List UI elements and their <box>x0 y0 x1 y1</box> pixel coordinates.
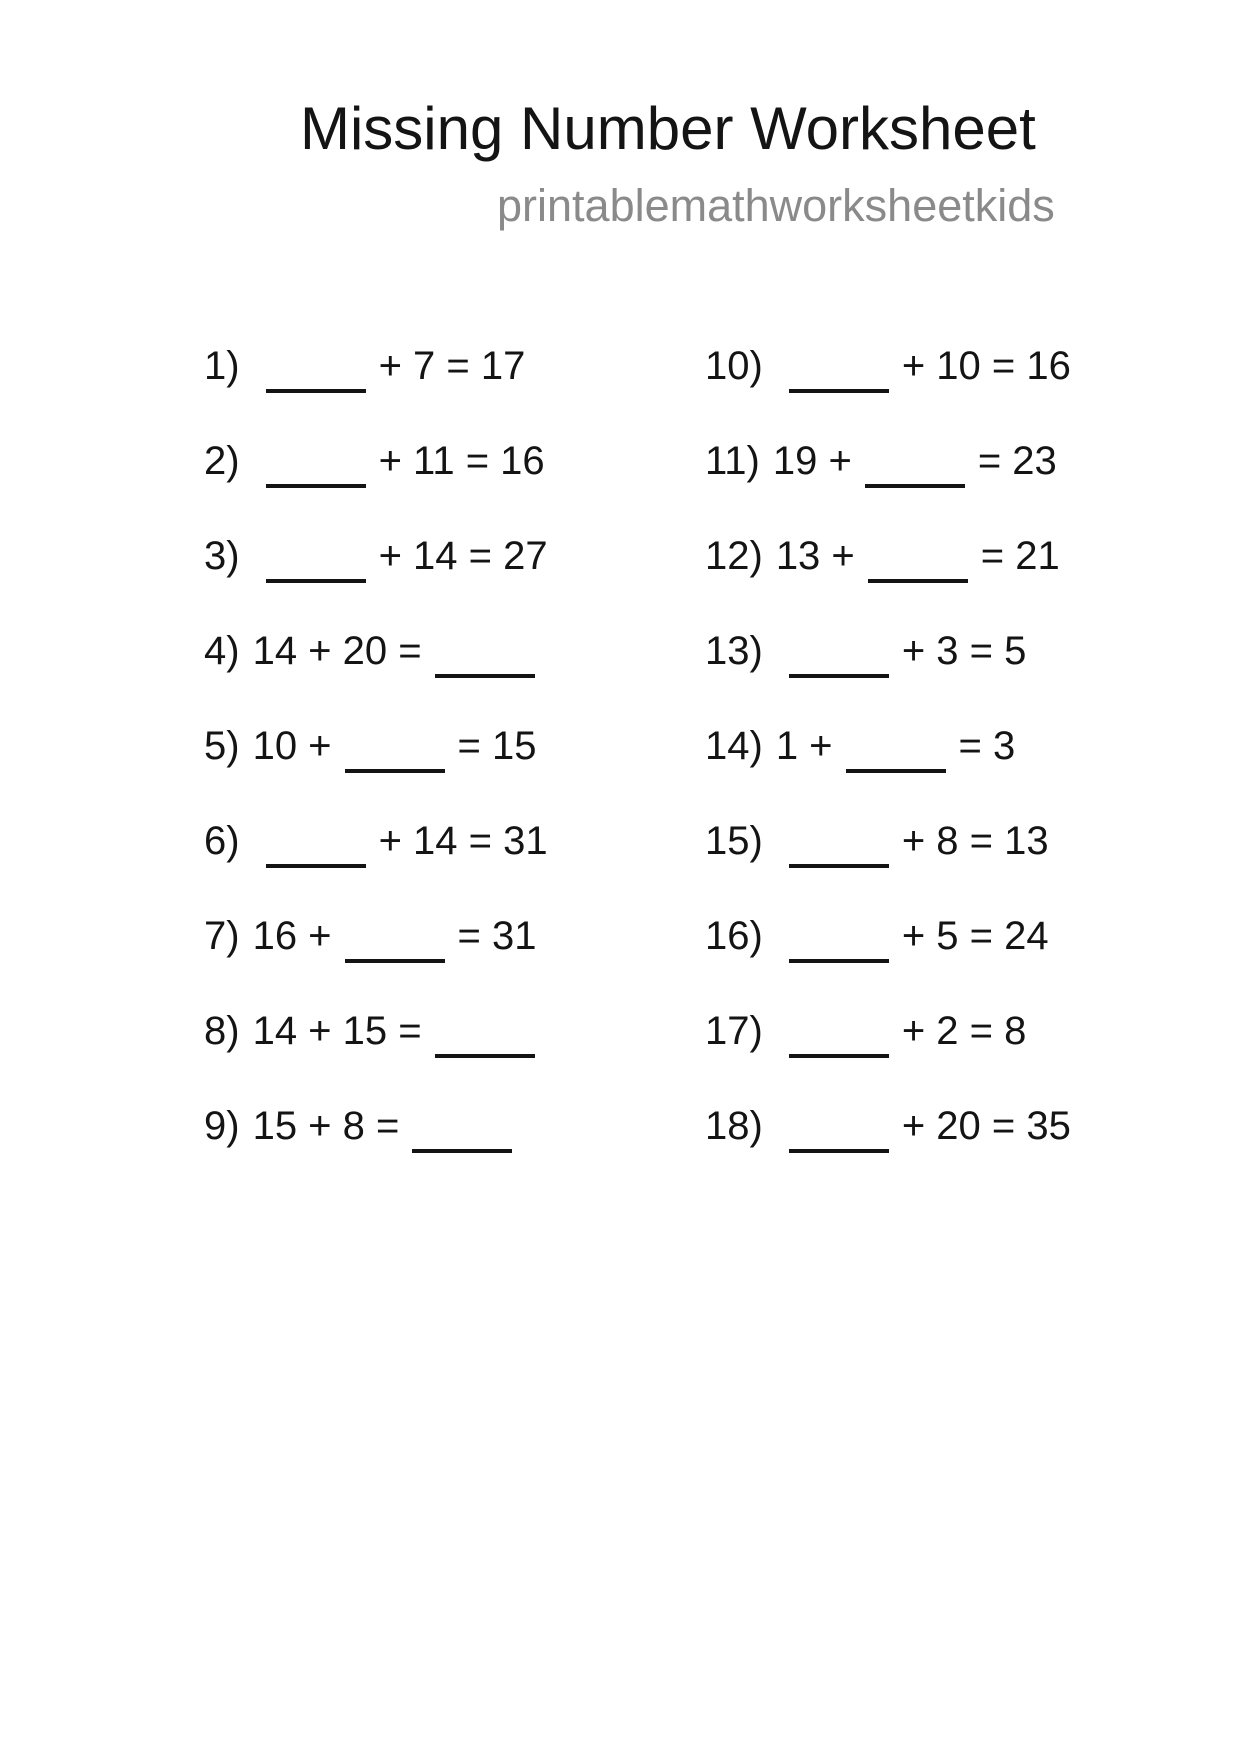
problem-post-text: + 3 = 5 <box>901 629 1027 673</box>
answer-blank-line <box>266 444 366 488</box>
problem-row <box>204 604 548 699</box>
problem-row <box>204 414 548 509</box>
problem-row <box>705 889 1071 984</box>
problem-row <box>204 319 548 414</box>
answer-blank-line <box>789 634 889 678</box>
problem-number: 6) <box>204 819 240 863</box>
problem-row <box>705 414 1071 509</box>
problem-pre-text: 10 + <box>252 724 332 768</box>
answer-blank-line <box>412 1109 512 1153</box>
problem-pre-text: 16 + <box>252 914 332 958</box>
problem-number: 1) <box>204 344 240 388</box>
answer-blank-line <box>865 444 965 488</box>
problem-post-text: + 8 = 13 <box>901 819 1049 863</box>
problem-pre-text: 15 + 8 = <box>252 1104 400 1148</box>
problem-number: 15) <box>705 819 763 863</box>
problem-post-text: + 20 = 35 <box>901 1104 1071 1148</box>
problem-row <box>204 1079 548 1174</box>
answer-blank-line <box>789 349 889 393</box>
problem-post-text: = 31 <box>457 914 537 958</box>
problem-post-text: = 15 <box>457 724 537 768</box>
worksheet-subtitle: printablemathworksheetkids <box>497 180 1055 231</box>
problem-row <box>204 699 548 794</box>
problem-number: 3) <box>204 534 240 578</box>
answer-blank-line <box>789 1014 889 1058</box>
problem-post-text: + 14 = 31 <box>378 819 548 863</box>
problem-row <box>204 794 548 889</box>
problem-pre-text: 14 + 20 = <box>252 629 422 673</box>
worksheet-title: Missing Number Worksheet <box>300 95 1036 162</box>
problem-row <box>705 509 1071 604</box>
problem-number: 7) <box>204 914 240 958</box>
answer-blank-line <box>266 539 366 583</box>
problem-number: 18) <box>705 1104 763 1148</box>
problem-post-text: = 21 <box>980 534 1060 578</box>
problem-number: 10) <box>705 344 763 388</box>
problem-row <box>204 889 548 984</box>
problem-row <box>705 319 1071 414</box>
problem-row <box>204 509 548 604</box>
problem-post-text: + 14 = 27 <box>378 534 548 578</box>
problem-pre-text: 19 + <box>772 439 852 483</box>
problem-post-text: + 11 = 16 <box>378 439 545 483</box>
problem-number: 9) <box>204 1104 240 1148</box>
answer-blank-line <box>435 1014 535 1058</box>
answer-blank-line <box>846 729 946 773</box>
problem-number: 5) <box>204 724 240 768</box>
problems-column-right <box>705 319 1071 1174</box>
problem-row <box>705 604 1071 699</box>
answer-blank-line <box>789 824 889 868</box>
answer-blank-line <box>266 349 366 393</box>
problems-column-left <box>204 319 548 1174</box>
problem-pre-text: 13 + <box>775 534 855 578</box>
answer-blank-line <box>345 729 445 773</box>
problem-post-text: + 2 = 8 <box>901 1009 1027 1053</box>
problem-row <box>705 984 1071 1079</box>
problem-number: 8) <box>204 1009 240 1053</box>
problem-row <box>705 794 1071 889</box>
problem-post-text: + 10 = 16 <box>901 344 1071 388</box>
problem-number: 4) <box>204 629 240 673</box>
problem-number: 17) <box>705 1009 763 1053</box>
problem-post-text: = 3 <box>958 724 1016 768</box>
problem-pre-text: 14 + 15 = <box>252 1009 422 1053</box>
problem-number: 16) <box>705 914 763 958</box>
problem-post-text: = 23 <box>977 439 1057 483</box>
problem-number: 12) <box>705 534 763 578</box>
answer-blank-line <box>789 919 889 963</box>
answer-blank-line <box>266 824 366 868</box>
problem-row <box>705 1079 1071 1174</box>
answer-blank-line <box>435 634 535 678</box>
problem-row <box>204 984 548 1079</box>
problem-number: 14) <box>705 724 763 768</box>
answer-blank-line <box>868 539 968 583</box>
problem-pre-text: 1 + <box>775 724 833 768</box>
problem-row <box>705 699 1071 794</box>
problem-number: 2) <box>204 439 240 483</box>
problem-number: 13) <box>705 629 763 673</box>
problem-number: 11) <box>705 439 760 483</box>
answer-blank-line <box>789 1109 889 1153</box>
problem-post-text: + 5 = 24 <box>901 914 1049 958</box>
problem-post-text: + 7 = 17 <box>378 344 526 388</box>
answer-blank-line <box>345 919 445 963</box>
